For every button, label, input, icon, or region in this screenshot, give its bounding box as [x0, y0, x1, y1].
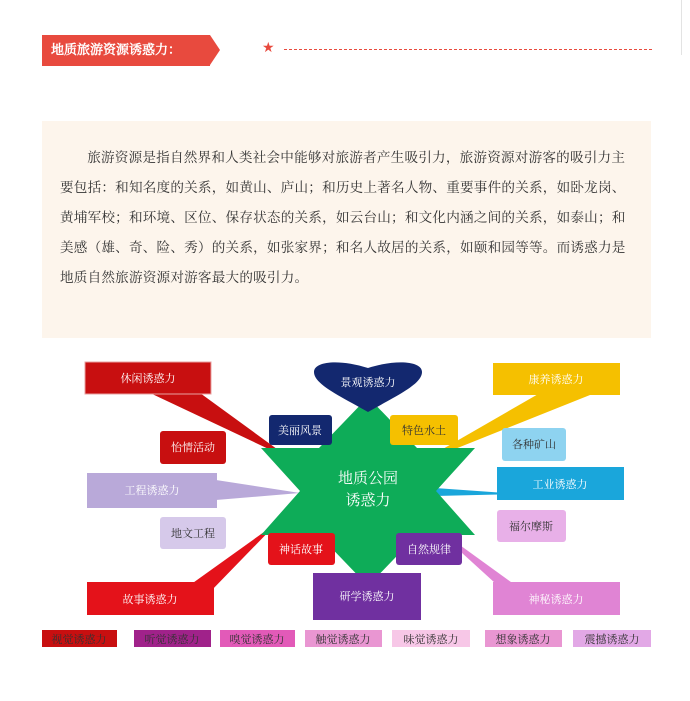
sense-smell-label: 嗅觉诱惑力: [229, 633, 285, 646]
landscape-label: 景观诱惑力: [340, 376, 396, 389]
sense-sight-label: 视觉诱惑力: [51, 633, 107, 646]
sense-shock-label: 震撼诱惑力: [584, 633, 640, 646]
intro-paragraph: 旅游资源是指自然界和人类社会中能够对旅游者产生吸引力，旅游资源对游客的吸引力主要包括：和知名度的关系，如黄山、庐山；和历史上著名人物、重要事件的关系，如卧龙岗、黄埔军校；和环境、区位、保存状态的关系，如云台山；和文化内涵之间的关系，如泰山；和美感（雄、奇、险、秀）的关系，如张家界；和名人故居的关系，如颐和园等等。而诱惑力是地质自然旅游资源对游客最大的吸引力。: [42, 121, 651, 338]
mine-label: 各种矿山: [512, 438, 556, 451]
sherlock-label: 福尔摩斯: [509, 520, 553, 533]
sense-taste-label: 味觉诱惑力: [403, 633, 459, 646]
local-label: 特色水土: [402, 424, 446, 437]
mood-label: 怡情活动: [171, 441, 215, 454]
leisure-label: 休闲诱惑力: [120, 372, 176, 385]
center-line-2: 诱惑力: [345, 491, 391, 509]
engineering-connector: [216, 480, 300, 500]
hydro-label: 地文工程: [171, 527, 215, 540]
story-label: 故事诱惑力: [122, 593, 178, 606]
study-label: 研学诱惑力: [339, 590, 395, 603]
myth-label: 神话故事: [279, 543, 323, 556]
center-line-1: 地质公园: [337, 469, 399, 487]
mystery-label: 神秘诱惑力: [528, 593, 584, 606]
sense-touch-label: 触觉诱惑力: [315, 633, 371, 646]
sense-hearing-label: 听觉诱惑力: [144, 633, 200, 646]
wellness-label: 康养诱惑力: [528, 373, 584, 386]
scenery-label: 美丽风景: [278, 424, 322, 437]
industry-label: 工业诱惑力: [532, 478, 588, 491]
engineering-label: 工程诱惑力: [124, 484, 180, 497]
sense-imagination-label: 想象诱惑力: [495, 633, 551, 646]
law-label: 自然规律: [407, 543, 451, 556]
star-icon: ★: [262, 40, 275, 56]
section-title: 地质旅游资源诱惑力：: [42, 35, 210, 66]
